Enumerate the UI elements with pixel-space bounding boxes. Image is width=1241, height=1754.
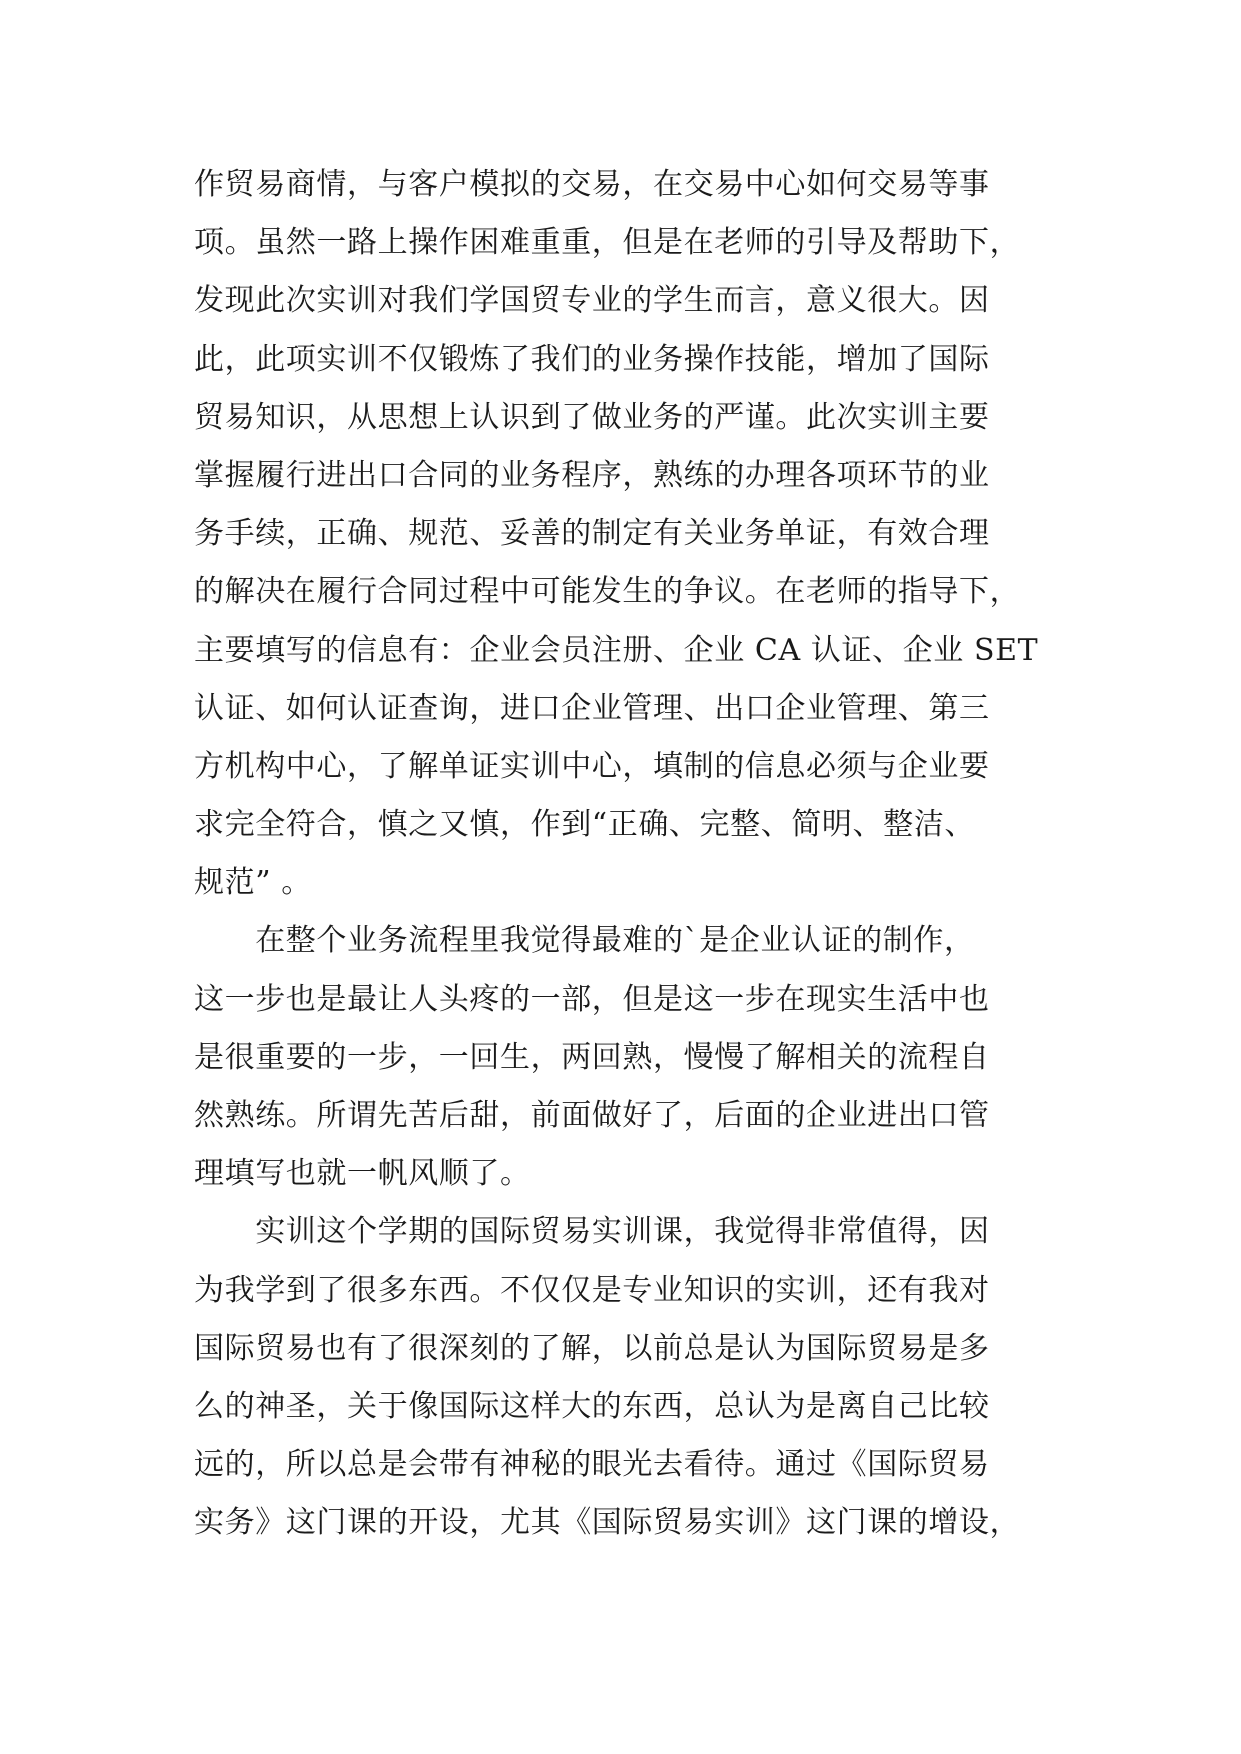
text-line: 实务》这门课的开设，尤其《国际贸易实训》这门课的增设，: [194, 1505, 1021, 1541]
text-line: 这一步也是最让人头疼的一部，但是这一步在现实生活中也: [194, 981, 990, 1017]
text-line: 掌握履行进出口合同的业务程序，熟练的办理各项环节的业: [194, 457, 990, 493]
text-line: 是很重要的一步，一回生，两回熟，慢慢了解相关的流程自: [194, 1039, 990, 1075]
text-line: 规范” 。: [194, 865, 312, 901]
text-line: 主要填写的信息有：企业会员注册、企业 CA 认证、企业 SET: [194, 632, 1039, 668]
text-line: 方机构中心，了解单证实训中心，填制的信息必须与企业要: [194, 748, 990, 784]
text-line: 的解决在履行合同过程中可能发生的争议。在老师的指导下，: [194, 574, 1021, 610]
text-line: 作贸易商情，与客户模拟的交易，在交易中心如何交易等事: [194, 167, 990, 202]
text-line: 国际贸易也有了很深刻的了解，以前总是认为国际贸易是多: [194, 1330, 990, 1366]
text-line: 此，此项实训不仅锻炼了我们的业务操作技能，增加了国际: [194, 341, 990, 377]
text-line: 为我学到了很多东西。不仅仅是专业知识的实训，还有我对: [194, 1272, 990, 1308]
text-line: 理填写也就一帆风顺了。: [194, 1156, 531, 1192]
text-line: 远的，所以总是会带有神秘的眼光去看待。通过《国际贸易: [194, 1447, 990, 1483]
text-line: 求完全符合，慎之又慎，作到“正确、完整、简明、整洁、: [194, 807, 975, 843]
paragraph-start-line: 在整个业务流程里我觉得最难的`是企业认证的制作，: [194, 923, 975, 959]
paragraph-start-line: 实训这个学期的国际贸易实训课，我觉得非常值得，因: [194, 1214, 990, 1250]
body-text: [194, 156, 1074, 1553]
text-line: 么的神圣，关于像国际这样大的东西，总认为是离自己比较: [194, 1388, 990, 1424]
text-line: 发现此次实训对我们学国贸专业的学生而言，意义很大。因: [194, 283, 990, 319]
text-line: 认证、如何认证查询，进口企业管理、出口企业管理、第三: [194, 690, 990, 726]
text-line: 项。虽然一路上操作困难重重，但是在老师的引导及帮助下，: [194, 225, 1021, 261]
text-line: 务手续，正确、规范、妥善的制定有关业务单证，有效合理: [194, 516, 990, 552]
text-line: 贸易知识，从思想上认识到了做业务的严谨。此次实训主要: [194, 399, 990, 435]
text-line: 然熟练。所谓先苦后甜，前面做好了，后面的企业进出口管: [194, 1098, 990, 1133]
